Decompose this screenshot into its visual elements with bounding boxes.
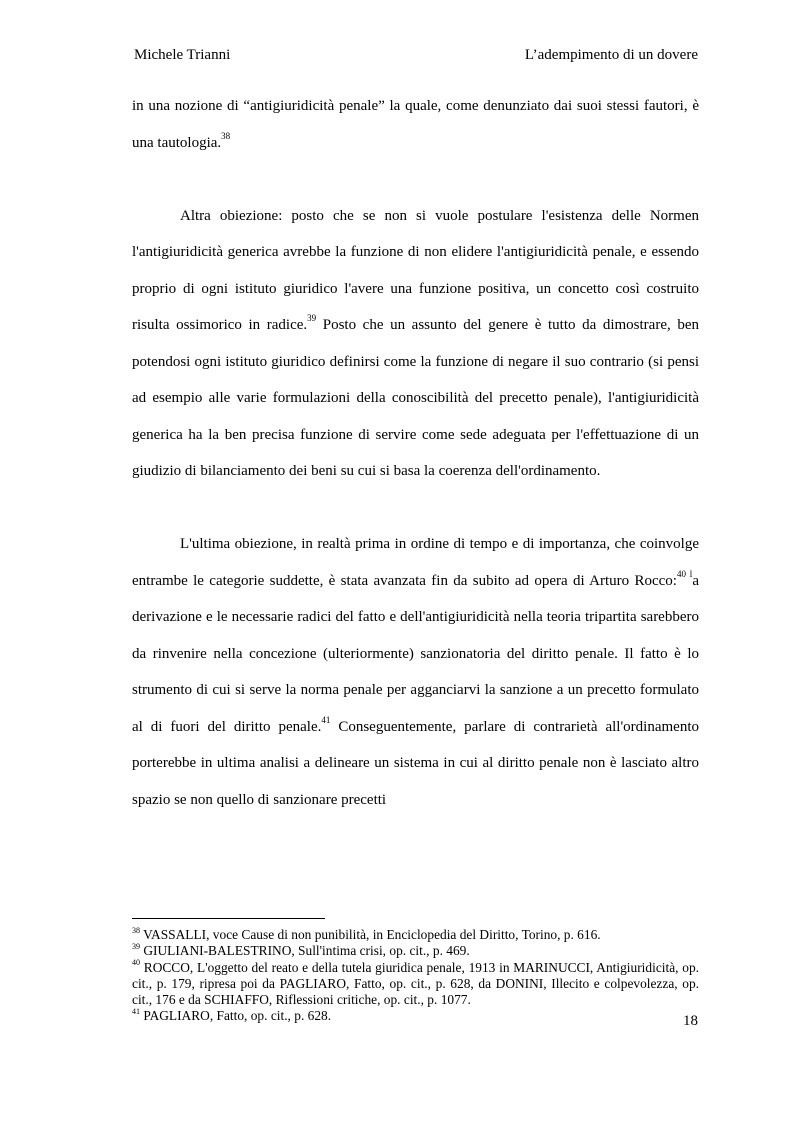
paragraph-2 bbox=[132, 198, 699, 490]
footnote-ref-38: 38 bbox=[221, 130, 231, 141]
footnote-text: GIULIANI-BALESTRINO, Sull'intima crisi, op. cit., p. 469. bbox=[140, 943, 470, 959]
footnote-38 bbox=[132, 927, 699, 943]
footnote-ref-41: 41 bbox=[321, 714, 331, 725]
footnote-text: PAGLIARO, Fatto, op. cit., p. 628. bbox=[140, 1008, 332, 1024]
paragraph-2-text-b: Posto che un assunto del genere è tutto da dimostrare, ben potendosi ogni istituto giuridico definirsi come la funzione di negare il suo contrario (si pensi ad esempio alle varie formulazioni della conoscibilità del precetto penale), l'antigiuridicità generica ha la ben precisa funzione di servire come sede adeguata per l'effettuazione di un giudizio di bilanciamento dei beni su cui si basa la coerenza dell'ordinamento. bbox=[132, 317, 699, 479]
paragraph-3-text-c: Conseguentemente, parlare di contrarietà all'ordinamento porterebbe in ultima analisi a delineare un sistema in cui al diritto penale non è lasciato altro spazio se non quello di sanzionare precetti bbox=[132, 718, 699, 808]
footnote-number: 38 bbox=[132, 925, 140, 935]
footnote-40 bbox=[132, 960, 699, 1009]
footnote-number: 39 bbox=[132, 941, 140, 951]
main-text bbox=[132, 88, 699, 818]
footnote-41 bbox=[132, 1008, 699, 1024]
running-header-title: L’adempimento di un dovere bbox=[524, 47, 698, 63]
footnote-ref-40: 40 l bbox=[676, 568, 693, 579]
footnote-number: 40 bbox=[132, 958, 140, 968]
footnote-text: ROCCO, L'oggetto del reato e della tutela giuridica penale, 1913 in MARINUCCI, Antigiuridicità, op. cit., p. 179, ripresa poi da PAGLIARO, Fatto, op. cit., p. 628, da DONINI, Illecito e colpevolezza, op. cit., 176 e da SCHIAFFO, Riflessioni critiche, op. cit., p. 1077. bbox=[132, 959, 699, 1008]
footnote-number: 41 bbox=[132, 1007, 140, 1017]
paragraph-3 bbox=[132, 526, 699, 818]
paragraph-3-text-a: L'ultima obiezione, in realtà prima in ordine di tempo e di importanza, che coinvolge entrambe le categorie suddette, è stata avanzata fin da subito ad opera di Arturo Rocco: bbox=[132, 536, 699, 589]
paragraph-1-text: in una nozione di “antigiuridicità penale” la quale, come denunziato dai suoi stessi fautori, è una tautologia. bbox=[132, 98, 699, 151]
footnotes bbox=[132, 927, 699, 1025]
footnote-ref-39: 39 bbox=[307, 313, 317, 323]
paragraph-1 bbox=[132, 88, 699, 161]
paragraph-3-text-b: a derivazione e le necessarie radici del fatto e dell'antigiuridicità nella teoria tripartita sarebbero da rinvenire nella concezione (ulteriormente) sanzionatoria del diritto penale. Il fatto è lo strumento di cui si serve la norma penale per agganciarvi la sanzione a un precetto formulato al di fuori del diritto penale. bbox=[132, 572, 699, 735]
running-header-author: Michele Trianni bbox=[134, 47, 231, 63]
page-number: 18 bbox=[683, 1013, 698, 1029]
footnote-text: VASSALLI, voce Cause di non punibilità, in Enciclopedia del Diritto, Torino, p. 616. bbox=[140, 927, 601, 942]
paragraph-2-text-a: Altra obiezione: posto che se non si vuole postulare l'esistenza delle Normen l'antigiuridicità generica avrebbe la funzione di non elidere l'antigiuridicità penale, e essendo proprio di ogni istituto giuridico l'avere una funzione positiva, un concetto così costruito risulta ossimorico in radice. bbox=[132, 207, 699, 333]
footnote-39 bbox=[132, 943, 699, 959]
footnote-separator bbox=[132, 918, 325, 919]
